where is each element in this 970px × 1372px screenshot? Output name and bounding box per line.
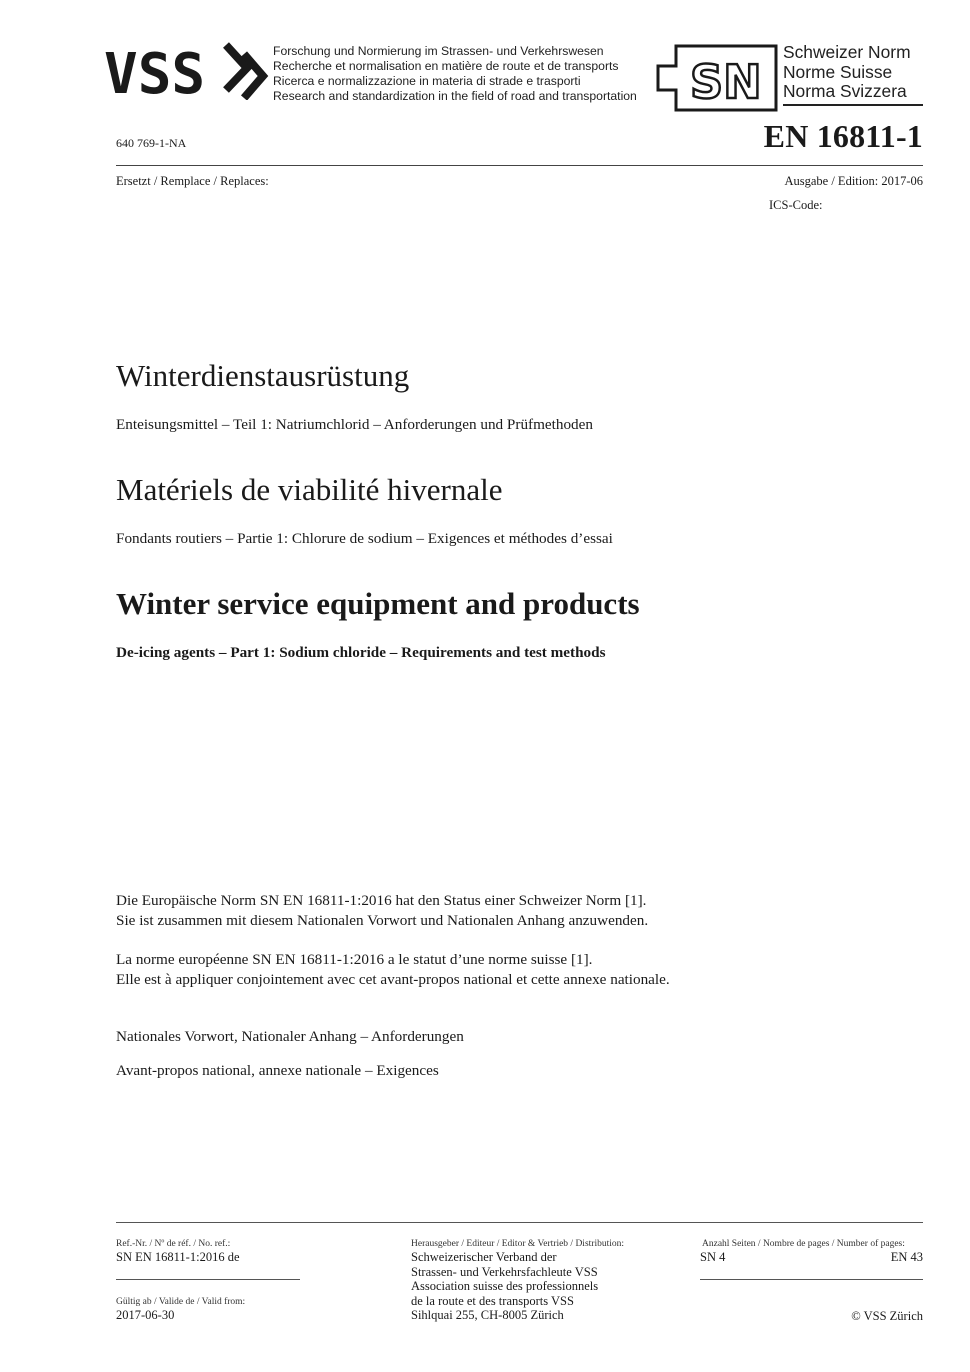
publisher-line: Association suisse des professionnels xyxy=(411,1279,599,1294)
vss-tagline-fr: Recherche et normalisation en matière de route et de transports xyxy=(273,59,619,73)
pages-sn: SN 4 xyxy=(700,1250,726,1264)
vss-tagline-it: Ricerca e normalizzazione in materia di strade e trasporti xyxy=(273,74,581,88)
pages-label: Anzahl Seiten / Nombre de pages / Number of pages: xyxy=(702,1239,905,1249)
sn-name-de: Schweizer Norm xyxy=(783,42,911,62)
publisher-line: Schweizerischer Verband der xyxy=(411,1250,557,1264)
title-de: Winterdienstausrüstung xyxy=(116,358,410,393)
subtitle-de: Enteisungsmittel – Teil 1: Natriumchlorid – Anforderungen und Prüfmethoden xyxy=(116,416,593,433)
header-divider xyxy=(116,165,923,166)
publisher-line: Sihlquai 255, CH-8005 Zürich xyxy=(411,1308,564,1323)
status-de-line2: Sie ist zusammen mit diesem Nationalen Vorwort und Nationalen Anhang anzuwenden. xyxy=(116,912,649,929)
publisher-label: Herausgeber / Editeur / Editor & Vertrieb / Distribution: xyxy=(411,1239,624,1249)
title-fr: Matériels de viabilité hivernale xyxy=(116,472,503,507)
sn-names xyxy=(783,43,911,102)
vss-logo-text: VSS xyxy=(104,42,206,100)
sn-name-fr: Norme Suisse xyxy=(783,61,893,82)
publisher-address xyxy=(411,1250,598,1323)
status-paragraph-fr xyxy=(116,950,670,990)
replaces-label: Ersetzt / Remplace / Replaces: xyxy=(116,174,269,188)
sn-logo xyxy=(656,44,780,112)
ref-code: 640 769-1-NA xyxy=(116,136,187,150)
publisher-line: Strassen- und Verkehrsfachleute VSS xyxy=(411,1264,598,1279)
ref-number-value: SN EN 16811-1:2016 de xyxy=(116,1250,240,1264)
vss-tagline-de: Forschung und Normierung im Strassen- und Verkehrswesen xyxy=(273,44,604,58)
status-paragraph-de xyxy=(116,891,648,931)
ref-number-label: Ref.-Nr. / Nº de réf. / No. ref.: xyxy=(116,1239,231,1249)
pages-en: EN 43 xyxy=(890,1250,923,1264)
footer-rule-right xyxy=(700,1279,923,1280)
status-de-line1: Die Europäische Norm SN EN 16811-1:2016 hat den Status einer Schweizer Norm [1]. xyxy=(116,892,647,909)
sn-name-it: Norma Svizzera xyxy=(783,81,907,101)
en-number: EN 16811-1 xyxy=(763,118,923,154)
ics-code-label: ICS-Code: xyxy=(769,198,823,212)
status-fr-line1: La norme européenne SN EN 16811-1:2016 a le statut d’une norme suisse [1]. xyxy=(116,951,593,968)
valid-from-label: Gültig ab / Valide de / Valid from: xyxy=(116,1297,246,1307)
sn-logo-text: SN xyxy=(690,55,762,109)
sn-underline xyxy=(783,104,923,106)
vss-tagline xyxy=(273,44,637,104)
edition: Ausgabe / Edition: 2017-06 xyxy=(784,174,923,188)
valid-from-value: 2017-06-30 xyxy=(116,1308,175,1322)
publisher-line: de la route et des transports VSS xyxy=(411,1293,574,1308)
title-en: Winter service equipment and products xyxy=(116,586,640,621)
subtitle-en: De-icing agents – Part 1: Sodium chloride – Requirements and test methods xyxy=(116,644,606,661)
vss-tagline-en: Research and standardization in the field of road and transportation xyxy=(273,89,637,103)
note-fr: Avant-propos national, annexe nationale – Exigences xyxy=(116,1062,439,1079)
footer-rule-left xyxy=(116,1279,300,1280)
footer-divider xyxy=(116,1222,923,1223)
status-fr-line2: Elle est à appliquer conjointement avec cet avant-propos national et cette annexe nationale. xyxy=(116,971,670,988)
copyright: © VSS Zürich xyxy=(851,1309,923,1323)
note-de: Nationales Vorwort, Nationaler Anhang – Anforderungen xyxy=(116,1028,464,1045)
subtitle-fr: Fondants routiers – Partie 1: Chlorure de sodium – Exigences et méthodes d’essai xyxy=(116,530,613,547)
vss-logo xyxy=(104,40,269,100)
